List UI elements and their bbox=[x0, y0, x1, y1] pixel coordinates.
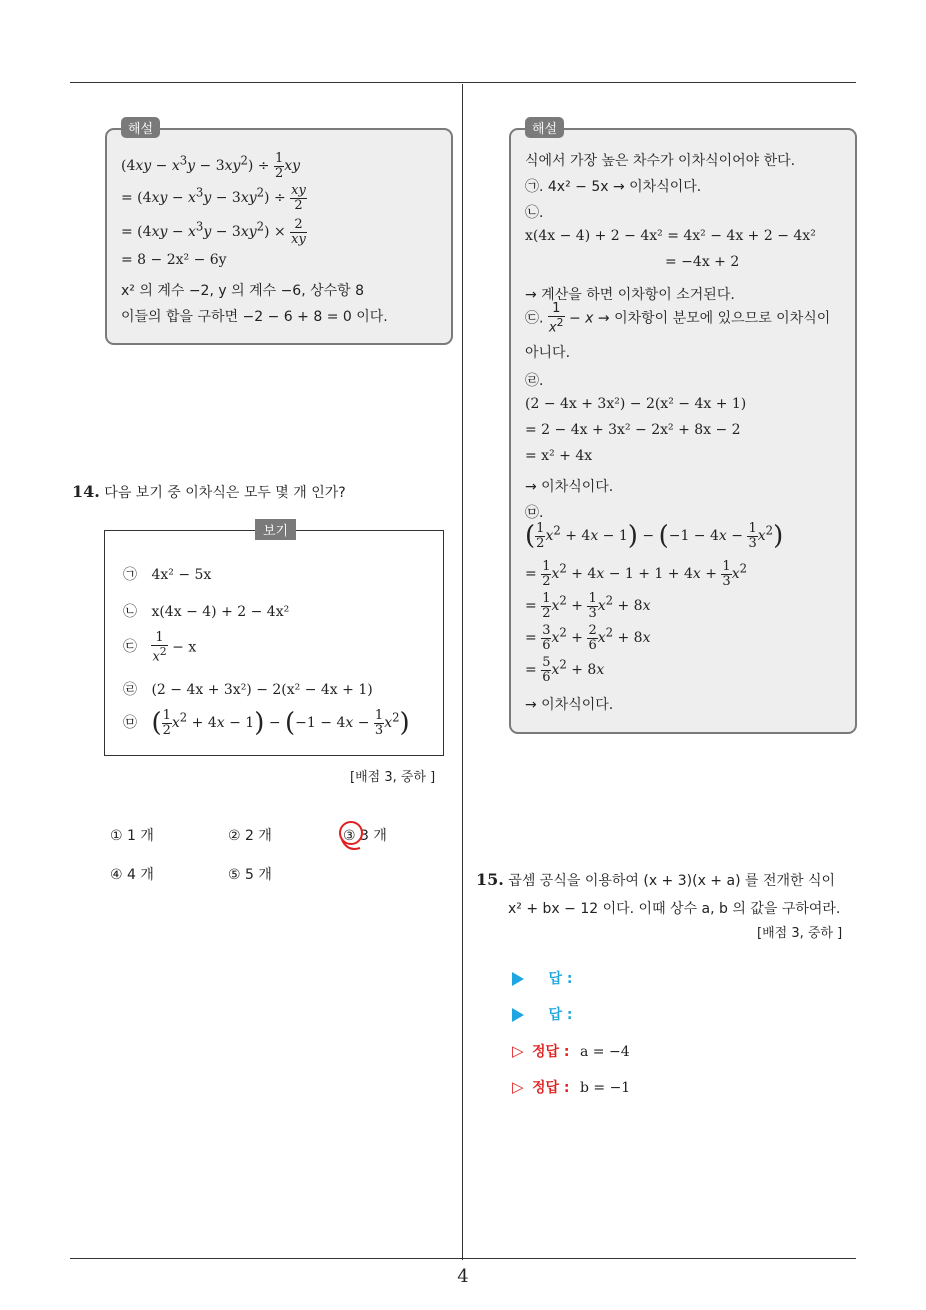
solution-box-left bbox=[105, 122, 453, 345]
page-number: 4 bbox=[457, 1266, 469, 1287]
open-triangle-icon: ▷ bbox=[512, 1042, 524, 1060]
correct-label: 정답 : bbox=[532, 1044, 570, 1060]
answer-input-1[interactable] bbox=[512, 968, 572, 988]
answer-label: 답 : bbox=[548, 971, 573, 987]
sol-r-line-3: ㉡. bbox=[525, 205, 544, 221]
correct-value: a = −4 bbox=[579, 1044, 630, 1060]
question-number: 15. bbox=[476, 870, 504, 889]
sol-r-line-8: 아니다. bbox=[525, 345, 571, 361]
item-mark: ㉡ bbox=[123, 604, 137, 620]
solution-math-line-4: = 8 − 2x² − 6y bbox=[121, 252, 227, 268]
sol-r-line-6: → 계산을 하면 이차항이 소거된다. bbox=[525, 287, 735, 303]
sol-r-line-4: x(4x − 4) + 2 − 4x² = 4x² − 4x + 2 − 4x² bbox=[525, 228, 816, 244]
question-14-title bbox=[72, 482, 346, 502]
sol-r-line-7: ㉢. $\frac{1}{x^2}$ − x → 이차항이 분모에 있으므로 이차식이 bbox=[525, 301, 831, 335]
item-expr: − x bbox=[172, 639, 197, 656]
column-divider bbox=[462, 84, 463, 1260]
sol-r-line-11: = 2 − 4x + 3x² − 2x² + 8x − 2 bbox=[525, 422, 741, 438]
answer-label: 답 : bbox=[548, 1007, 573, 1023]
sol-r-line-15: ( $\frac{1}{2}$ $x^2 + 4x - 1) - (-1 - 4x$ − $\frac{1}{3}$ $x^2$) bbox=[525, 521, 784, 552]
solution-box-right bbox=[509, 122, 857, 734]
open-triangle-icon: ▷ bbox=[512, 1078, 524, 1096]
question-14-meta: [배점 3, 중하 ] bbox=[350, 770, 436, 785]
sol-r-line-17: = $\frac{1}{2}$ $x^2$ + $\frac{1}{3}$ $x^2 + 8x$ bbox=[525, 591, 651, 621]
sol-r-line-20: → 이차식이다. bbox=[525, 697, 614, 713]
choice-5[interactable]: ⑤ 5 개 bbox=[228, 867, 272, 883]
sol-r-line-14: ㉤. bbox=[525, 505, 544, 521]
solution-text-2: 이들의 합을 구하면 −2 − 6 + 8 = 0 이다. bbox=[121, 309, 388, 325]
bogi-item-4 bbox=[123, 679, 373, 699]
sol-r-line-12: = x² + 4x bbox=[525, 448, 593, 464]
correct-value: b = −1 bbox=[579, 1080, 631, 1096]
bogi-box bbox=[104, 524, 444, 756]
selected-answer-tail bbox=[340, 838, 364, 856]
sol-r-line-9: ㉣. bbox=[525, 373, 544, 389]
solution-tag: 해설 bbox=[525, 117, 564, 138]
correct-answer-1 bbox=[512, 1041, 630, 1061]
sol-r-line-1: 식에서 가장 높은 차수가 이차식이어야 한다. bbox=[525, 153, 796, 169]
question-text: 다음 보기 중 이차식은 모두 몇 개 인가? bbox=[104, 485, 346, 501]
item-mark: ㉤ bbox=[123, 715, 137, 732]
sol-r-line-13: → 이차식이다. bbox=[525, 479, 614, 495]
item-expr: 4x² − 5x bbox=[151, 567, 212, 583]
question-15-meta: [배점 3, 중하 ] bbox=[757, 926, 843, 941]
item-expr: x(4x − 4) + 2 − 4x² bbox=[151, 604, 290, 620]
sol-r-line-18: = $\frac{3}{6}$ $x^2$ + $\frac{2}{6}$ $x^2 + 8x$ bbox=[525, 623, 651, 653]
bogi-label: 보기 bbox=[255, 519, 296, 540]
item-mark: ㉢ bbox=[123, 639, 137, 656]
item-mark: ㉣ bbox=[123, 682, 137, 698]
sol-r-line-7-text: → 이차항이 분모에 있으므로 이차식이 bbox=[597, 310, 831, 327]
top-rule bbox=[70, 82, 856, 83]
solution-math-line-1: $(4xy - x^3y - 3xy^2)$ ÷ $\frac{1}{2}$ xy bbox=[121, 151, 301, 181]
bottom-rule bbox=[70, 1258, 856, 1259]
choice-1[interactable]: ① 1 개 bbox=[110, 828, 154, 844]
question-number: 14. bbox=[72, 482, 100, 501]
solution-math-line-3: = $(4xy - x^3y - 3xy^2)$ × $\frac{2}{xy}$ bbox=[121, 217, 306, 247]
bogi-item-3 bbox=[123, 631, 196, 664]
solution-text-1: x² 의 계수 −2, y 의 계수 −6, 상수항 8 bbox=[121, 283, 365, 299]
sol-r-line-19: = $\frac{5}{6}$ $x^2 + 8x$ bbox=[525, 655, 605, 685]
question-text-1: 곱셈 공식을 이용하여 (x + 3)(x + a) 를 전개한 식이 bbox=[508, 873, 836, 889]
choice-2[interactable]: ② 2 개 bbox=[228, 828, 272, 844]
bogi-item-2 bbox=[123, 601, 289, 621]
bogi-item-1 bbox=[123, 564, 211, 584]
solution-tag: 해설 bbox=[121, 117, 160, 138]
sol-r-line-16: = $\frac{1}{2}$ $x^2 + 4x - 1 + 1 + 4x$ + $\frac{1}{3}$ $x^2$ bbox=[525, 559, 748, 589]
fraction-1-over-x2: $\frac{1}{x^2}$ bbox=[152, 630, 167, 664]
correct-answer-2 bbox=[512, 1077, 630, 1097]
answer-arrow-icon bbox=[512, 972, 524, 986]
solution-math-line-2: = $(4xy - x^3y - 3xy^2)$ ÷ $\frac{xy}{2}$ bbox=[121, 183, 306, 213]
item-expr: (2 − 4x + 3x²) − 2(x² − 4x + 1) bbox=[151, 682, 373, 698]
bogi-item-5: ㉤ ( $\frac{1}{2}$ $x^2 + 4x - 1) - (-1 - 4x$ − $\frac{1}{3}$ $x^2$) bbox=[123, 708, 410, 739]
question-15-title bbox=[476, 870, 835, 890]
choice-4[interactable]: ④ 4 개 bbox=[110, 867, 154, 883]
sol-r-line-5: = −4x + 2 bbox=[665, 254, 740, 270]
item-mark: ㉠ bbox=[123, 567, 137, 583]
sol-r-line-10: (2 − 4x + 3x²) − 2(x² − 4x + 1) bbox=[525, 396, 747, 412]
answer-input-2[interactable] bbox=[512, 1004, 572, 1024]
question-15-line-2: x² + bx − 12 이다. 이때 상수 a, b 의 값을 구하여라. bbox=[508, 901, 841, 917]
choice-3[interactable]: ③ 3 개 bbox=[343, 828, 387, 844]
sol-r-line-2: ㉠. 4x² − 5x → 이차식이다. bbox=[525, 179, 702, 195]
answer-arrow-icon bbox=[512, 1008, 524, 1022]
correct-label: 정답 : bbox=[532, 1080, 570, 1096]
